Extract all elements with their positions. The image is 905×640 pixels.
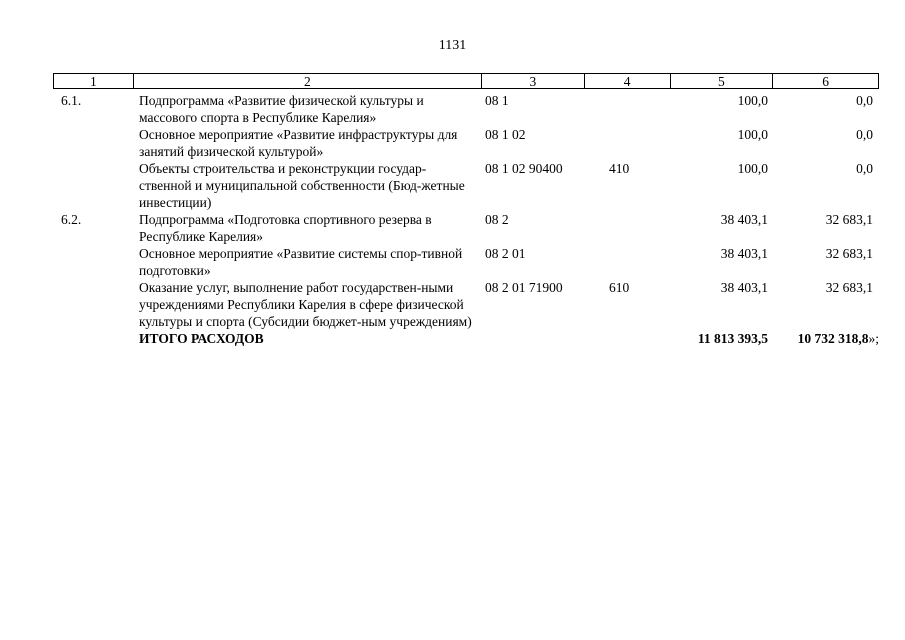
table-row <box>53 160 879 211</box>
row-name: Подпрограмма «Развитие физической культуры и массового спорта в Республике Карелия» <box>139 93 424 125</box>
table-row <box>53 92 879 126</box>
row-name: Подпрограмма «Подготовка спортивного резерва в Республике Карелия» <box>139 212 432 244</box>
row-number <box>53 279 133 330</box>
row-type: 610 <box>609 280 630 295</box>
row-code: 08 1 <box>485 93 509 108</box>
total-value-6-number: 10 732 318,8 <box>797 331 869 346</box>
row-type <box>585 92 671 126</box>
row-name: Объекты строительства и реконструкции государ-ственной и муниципальной собственности (Бюд-жетные инвестиции) <box>139 161 465 210</box>
row-value-5: 38 403,1 <box>720 246 768 261</box>
row-value-6: 0,0 <box>856 161 873 176</box>
total-code <box>482 330 585 347</box>
total-type <box>585 330 671 347</box>
total-row <box>53 330 879 347</box>
table-row <box>53 279 879 330</box>
row-value-6: 0,0 <box>856 93 873 108</box>
row-code: 08 2 01 71900 <box>485 280 563 295</box>
row-value-5: 38 403,1 <box>720 280 768 295</box>
row-code: 08 2 01 <box>485 246 526 261</box>
header-col-5: 5 <box>671 74 774 88</box>
row-value-6: 32 683,1 <box>825 212 873 227</box>
row-value-5: 100,0 <box>737 127 768 142</box>
closing-quote: »; <box>868 331 879 346</box>
row-value-6: 32 683,1 <box>825 280 873 295</box>
total-row-number <box>53 330 133 347</box>
table-header-row <box>53 73 879 89</box>
table-body <box>53 92 879 347</box>
row-number <box>53 160 133 211</box>
row-number <box>53 245 133 279</box>
row-value-5: 100,0 <box>737 93 768 108</box>
header-col-3: 3 <box>482 74 585 88</box>
row-type <box>585 245 671 279</box>
row-code: 08 1 02 90400 <box>485 161 563 176</box>
row-type <box>585 211 671 245</box>
total-value-6 <box>774 330 879 347</box>
row-name: Оказание услуг, выполнение работ государствен-ными учреждениями Республики Карелия в сфере физической культуры и спорта (Субсидии бюджет-ным учреждениям) <box>139 280 472 329</box>
row-value-5: 38 403,1 <box>720 212 768 227</box>
total-label: ИТОГО РАСХОДОВ <box>139 331 264 346</box>
total-value-5: 11 813 393,5 <box>697 331 768 346</box>
header-col-1: 1 <box>54 74 134 88</box>
table-row <box>53 126 879 160</box>
table-row <box>53 211 879 245</box>
row-code: 08 1 02 <box>485 127 526 142</box>
row-type: 410 <box>609 161 630 176</box>
header-col-6: 6 <box>822 74 830 89</box>
row-name: Основное мероприятие «Развитие инфраструктуры для занятий физической культурой» <box>139 127 458 159</box>
header-col-4: 4 <box>585 74 671 88</box>
row-name: Основное мероприятие «Развитие системы спор-тивной подготовки» <box>139 246 463 278</box>
header-col-2: 2 <box>134 74 482 88</box>
row-value-6: 32 683,1 <box>825 246 873 261</box>
row-value-5: 100,0 <box>737 161 768 176</box>
table-row <box>53 245 879 279</box>
row-value-6: 0,0 <box>856 127 873 142</box>
row-number <box>53 126 133 160</box>
row-number: 6.2. <box>61 212 82 227</box>
page-number: 1131 <box>438 38 467 53</box>
row-type <box>585 126 671 160</box>
row-code: 08 2 <box>485 212 509 227</box>
row-number: 6.1. <box>61 93 82 108</box>
